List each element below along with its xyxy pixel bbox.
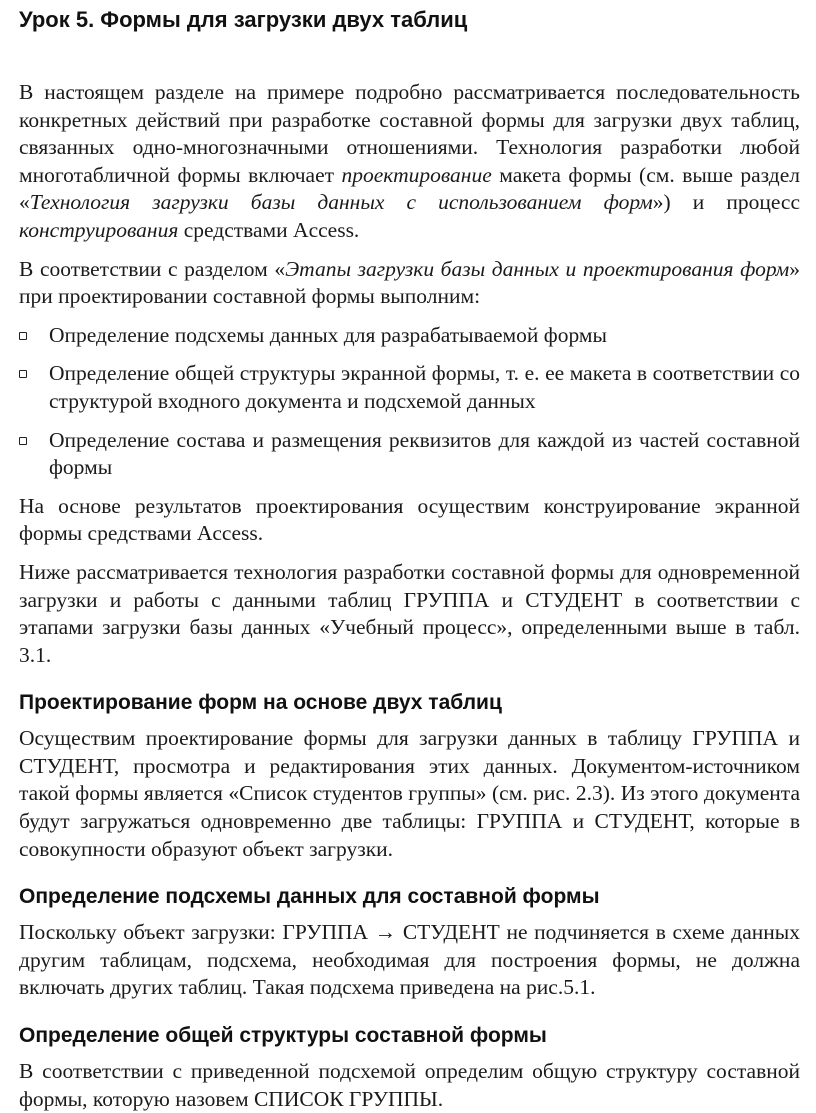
steps-list: [19, 322, 800, 482]
emphasis-design: проектирование: [341, 162, 492, 187]
construction-paragraph: На основе результатов проектирования осуществим конструирование экранной формы средствами Access.: [19, 493, 800, 546]
section-heading: Определение подсхемы данных для составной формы: [19, 885, 600, 909]
list-item: Определение подсхемы данных для разрабатываемой формы: [19, 322, 800, 350]
list-item: Определение общей структуры экранной формы, т. е. ее макета в соответствии со структурой входного документа и подсхемой данных: [19, 360, 800, 415]
emphasis-construct: конструирования: [19, 217, 179, 242]
document-page: [19, 0, 800, 1113]
emphasis-section-ref: Технология загрузки базы данных с использованием форм: [29, 190, 653, 215]
section-paragraph: Осуществим проектирование формы для загрузки данных в таблицу ГРУППА и СТУДЕНТ, просмотра и редактирования этих данных. Документом-источником такой формы является «Список студентов группы» (см. рис. 2.3). Из этого документа будут загружаться одновременно две таблицы: ГРУППА и СТУДЕНТ, которые в совокупности образуют объект загрузки.: [19, 726, 800, 861]
square-bullet-icon: [19, 437, 27, 445]
square-bullet-icon: [19, 332, 27, 340]
section-paragraph: В соответствии с приведенной подсхемой определим общую структуру составной формы, которую назовем СПИСОК ГРУППЫ.: [19, 1059, 800, 1111]
section-heading: Проектирование форм на основе двух таблиц: [19, 691, 502, 715]
steps-intro-paragraph: В соответствии с разделом «Этапы загрузки базы данных и проектирования форм» при проектировании составной формы выполним:: [19, 256, 800, 309]
section-heading: Определение общей структуры составной формы: [19, 1024, 547, 1048]
lesson-title: Урок 5. Формы для загрузки двух таблиц: [19, 7, 468, 32]
technology-paragraph: Ниже рассматривается технология разработки составной формы для одновременной загрузки и работы с данными таблиц ГРУППА и СТУДЕНТ в соответствии с этапами загрузки базы данных «Учебный процесс», определенными выше в табл. 3.1.: [19, 559, 800, 667]
square-bullet-icon: [19, 370, 27, 378]
intro-paragraph: В настоящем разделе на примере подробно рассматривается последовательность конкретных действий при разработке составной формы для загрузки двух таблиц, связанных одно-многозначными отношениями. Технология разработки любой многотабличной формы включает проектирование макета формы (см. выше раздел «Технология загрузки базы данных с использованием форм») и процесс конструирования средствами Access.: [19, 80, 800, 242]
emphasis-stages-ref: Этапы загрузки базы данных и проектирования форм: [285, 256, 790, 281]
list-item: Определение состава и размещения реквизитов для каждой из частей составной формы: [19, 427, 800, 482]
section-paragraph: Поскольку объект загрузки: ГРУППА → СТУДЕНТ не подчиняется в схеме данных другим таблицам, подсхема, необходимая для построения формы, не должна включать других таблиц. Такая подсхема приведена на рис.5.1.: [19, 920, 800, 1000]
